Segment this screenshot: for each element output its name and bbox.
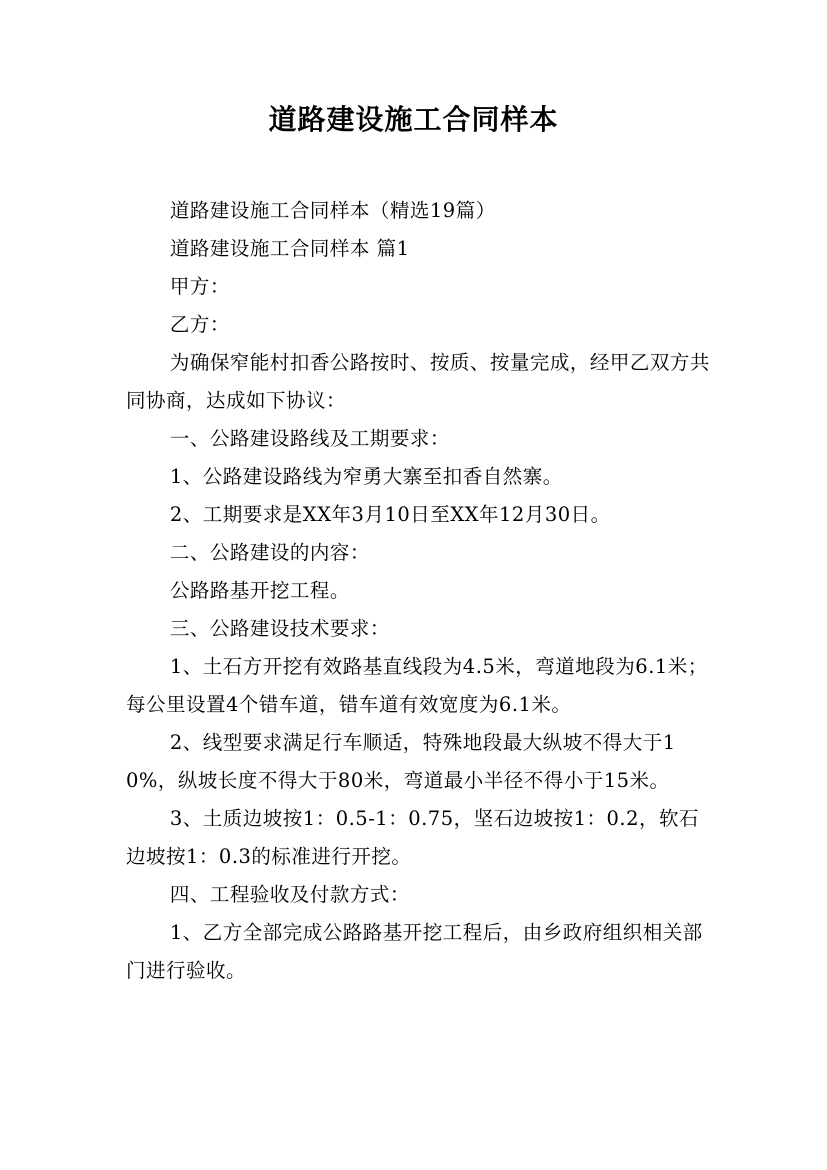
paragraph: 道路建设施工合同样本 篇1	[169, 237, 410, 260]
paragraph: 2、线型要求满足行车顺适，特殊地段最大纵坡不得大于10%，纵坡长度不得大于80米，弯道最小半径不得小于15米。	[126, 731, 676, 792]
paragraph: 道路建设施工合同样本（精选19篇）	[169, 199, 496, 222]
paragraph: 乙方：	[169, 313, 230, 336]
document-body	[126, 192, 716, 990]
paragraph: 二、公路建设的内容：	[169, 541, 370, 564]
paragraph: 四、工程验收及付款方式：	[169, 883, 410, 906]
paragraph: 1、土石方开挖有效路基直线段为4.5米，弯道地段为6.1米；每公里设置4个错车道，错车道有效宽度为6.1米。	[126, 655, 708, 716]
paragraph: 2、工期要求是XX年3月10日至XX年12月30日。	[169, 503, 611, 526]
paragraph: 三、公路建设技术要求：	[169, 617, 390, 640]
paragraph: 甲方：	[169, 275, 230, 298]
paragraph: 一、公路建设路线及工期要求：	[169, 427, 450, 450]
paragraph: 为确保窄能村扣香公路按时、按质、按量完成，经甲乙双方共同协商，达成如下协议：	[126, 351, 710, 412]
paragraph: 公路路基开挖工程。	[169, 579, 350, 602]
paragraph: 1、乙方全部完成公路路基开挖工程后，由乡政府组织相关部门进行验收。	[126, 921, 703, 982]
paragraph: 1、公路建设路线为窄勇大寨至扣香自然寨。	[169, 465, 563, 488]
paragraph: 3、土质边坡按1：0.5-1：0.75，坚石边坡按1：0.2，软石边坡按1：0.3的标准进行开挖。	[126, 807, 700, 868]
document-title: 道路建设施工合同样本	[268, 103, 559, 136]
